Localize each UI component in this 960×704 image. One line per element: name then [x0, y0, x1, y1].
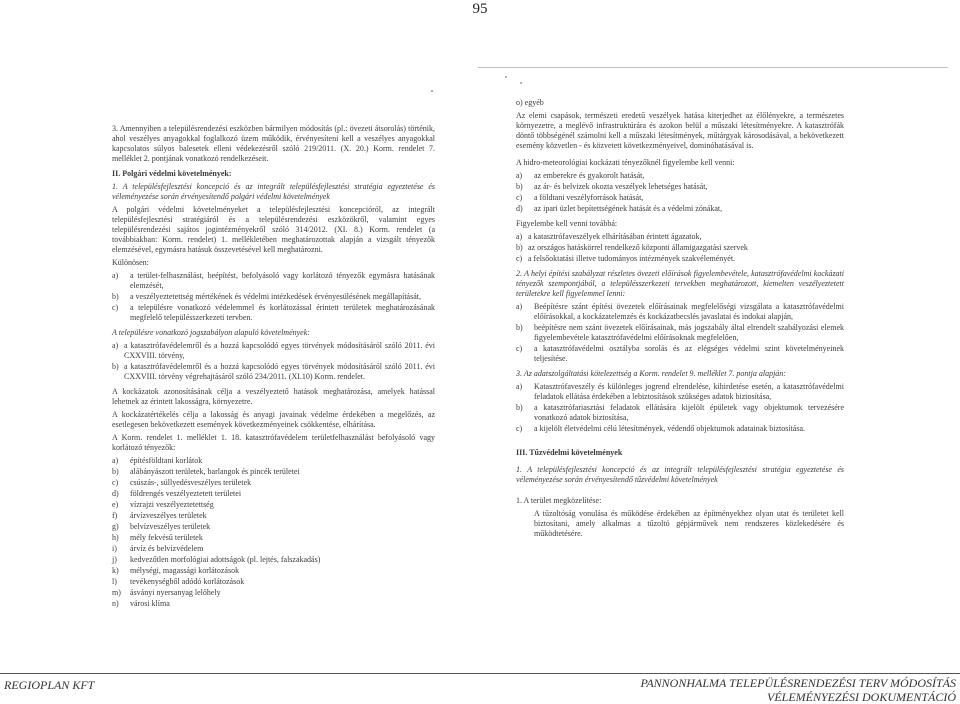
paragraph-fire-requirements-title: 1. A településfejlesztési koncepció és az integrált településfejlesztési stratégia egyeztetése és véleményezése során érvényesítendő tűzvédelmi követelmények [516, 465, 844, 484]
item-o-egyeb: o) egyéb [516, 98, 544, 107]
list-also [516, 232, 844, 264]
list-item: d) az ipari üzlet bepítettségének hatását és a védelmi zónákat, [516, 204, 723, 213]
list-item: e) vízrajzi veszélyeztetettség [112, 500, 214, 509]
heading-civil-protection: II. Polgári védelmi követelmények: [112, 169, 232, 178]
list-item: c) a településre vonatkozó védelemmel és korlátozással érintett területek meghatározásának megfelelő településszerkezeti tervben. [112, 303, 435, 322]
list-factors [112, 456, 435, 609]
list-item: j) kedvezőtlen morfológiai adottságok (pl. lejtés, falszakadás) [112, 555, 321, 564]
list-laws [112, 341, 435, 382]
list-item: a) építésföldtani korlátok [112, 456, 203, 465]
heading-fire-protection: III. Tűzvédelmi követelmények [516, 448, 623, 457]
list-item: f) árvízveszélyes területek [112, 511, 207, 520]
list-item: l) tevékenységből adódó korlátozások [112, 577, 245, 586]
paragraph-risk-identification: A kockázatok azonosításának célja a veszélyeztető hatások meghatározása, amelyek hatással lehetnek az érintett lakosságra, környezetre. [112, 387, 435, 406]
list-item: c) csúszás-, süllyedésveszélyes területek [112, 478, 252, 487]
list-item: a) Beépítésre szánt építési övezetek előírásainak megfelelőségi vizsgálata a katasztrófavédelmi előírásokkal, a kockázatelemzés és kockázatbecslés javaslatai és indokai alapján, [516, 302, 844, 321]
list-hydro [516, 171, 844, 214]
scan-speck [505, 76, 507, 78]
paragraph-hydro-meteo: A hidro-meteorológiai kockázati tényezőknél figyelembe kell venni: [516, 158, 735, 167]
label-kulonosen: Különösen: [112, 258, 149, 267]
paragraph-local-building-rules: 2. A helyi építési szabályzat részletes övezeti előírások figyelembevétele, katasztrófavédelmi kockázati tényezők szempontjából, a településszerkezeti tervekben meghatározott, kiemelten veszélyeztetett területekre kell figyelemmel lenni: [516, 269, 844, 298]
list-data [516, 382, 844, 434]
list-item: n) városi klíma [112, 599, 170, 608]
list-item: c) a kijelölt életvédelmi célú létesítmények, védendő objektumok adatainak biztosítása. [516, 424, 806, 433]
page-number: 95 [472, 1, 488, 17]
list-item: a) a katasztrófaveszélyek elhárításában érintett ágazatok, [516, 232, 702, 241]
footer-divider [0, 673, 960, 674]
scan-speck [520, 82, 522, 84]
list-analysis [112, 271, 435, 323]
paragraph-also-consider: Figyelembe kell venni továbbá: [516, 219, 618, 228]
list-item: m) ásványi nyersanyag lelőhely [112, 588, 221, 597]
list-item: a) Katasztrófaveszély és különleges jogrend elrendelése, kihirdetése esetén, a katasztrófavédelmi feladatok ellátása érdekében a lebiztosítások szükséges adatok biztosítása, [516, 382, 844, 401]
footer-company: REGIOPLAN KFT [4, 678, 95, 692]
list-item: b) a katasztrófariasztási feladatok ellátására kijelölt épületek vagy objektumok tervezésére vonatkozó adatok biztosítása, [516, 403, 844, 422]
paragraph-regulation-factors: A Korm. rendelet 1. melléklet 1. 18. katasztrófavédelem területfelhasználást befolyásoló vagy korlátozó tényezők: [112, 433, 435, 452]
list-item: g) belvízveszélyes területek [112, 522, 211, 531]
footer-document-title [641, 676, 956, 704]
list-item: b) alábányászott területek, barlangok és pincék területei [112, 467, 300, 476]
list-item: d) földrengés veszélyeztetett területei [112, 489, 242, 498]
paragraph-general: A polgári védelmi követelményeket a településfejlesztési koncepcióról, az integrált településfejlesztési stratégiáról és a településrendezési eszközökről, valamint egyes településrendezési sajátos jogintézményekről szóló 314/2012. (XI. 8.) Korm. rendelet (a továbbiakban: Korm. rendelet) 1. mellékletében meghatározottak alapján a vizsgált tényezők elemzésével, egymásra hatásuk összevetésével kell meghatározni. [112, 205, 435, 254]
list-item: b) beépítésre nem szánt övezetek előírásainak, más jogszabály által elrendelt szabályozási elemek figyelembevétele katasztrófavédelmi előírásoknak megfelelően, [516, 323, 844, 342]
footer-title-line1: PANNONHALMA TELEPÜLÉSRENDEZÉSI TERV MÓDOSÍTÁS [640, 676, 956, 690]
list-item: i) árvíz és belvízvédelem [112, 544, 204, 553]
list-item: b) az országos hatáskörrel rendelkező központi államigazgatási szervek [516, 243, 748, 252]
paragraph-area-access-text: A tűzoltóság vonulása és működése érdekében az építményekhez olyan utat és területet kell biztosítani, amely alkalmas a tűzoltó gépjárművek nem rendszeres közlekedésére és működtetésére. [534, 509, 844, 538]
paragraph-natural-hazards: Az elemi csapások, természeti eredetű veszélyek hatása kiterjedhet az élőlényekre, a természetes környezetre, a meglévő infrastruktúrára és azokon belül a műszaki létesítményekre. A katasztrófák döntő többségénél számolni kell a műszaki létesítmények, műtárgyak károsodásával, a bekövetkezett esemény közvetlen - és közvetett következményeivel, dominóhatásával is. [516, 111, 844, 150]
list-item: b) a veszélyeztetettség mértékének és védelmi intézkedések érvényesülésének megállapítását, [112, 292, 421, 301]
list-item: b) az ár- és belvizek okozta veszélyek lehetséges hatását, [516, 182, 708, 191]
paragraph-data-obligation: 3. Az adatszolgáltatási kötelezettség a Korm. rendelet 9. melléklet 7. pontja alapján: [516, 369, 786, 378]
right-column [516, 98, 844, 542]
list-zoning [516, 302, 844, 364]
list-item: k) mélységi, magassági korlátozások [112, 566, 240, 575]
scan-edge-line [478, 67, 948, 68]
scan-speck [431, 90, 433, 92]
list-item: h) mély fekvésű területek [112, 533, 203, 542]
list-item: c) a felsőoktatási illetve tudományos intézmények szakvéleményét. [516, 254, 736, 263]
list-item: a) az emberekre és gyakorolt hatását, [516, 171, 645, 180]
list-item: b) a katasztrófavédelemről és a hozzá kapcsolódó egyes törvények módosításáról szóló 2011. évi CXXVIII. törvény végrehajtásáról szóló 234/2011. (XI.10) Korm. rendelet. [112, 362, 435, 381]
paragraph-risk-assessment: A kockázatértékelés célja a lakosság és anyagi javainak védelme érdekében a megelőzés, az esetlegesen bekövetkezett események következményeinek csökkentése, elhárítása. [112, 410, 435, 429]
list-item: a) a terület-felhasználást, beépítést, befolyásoló vagy korlátozó tényezők egymásra hatásának elemzését, [112, 271, 435, 290]
paragraph-civil-requirements-title: 1. A településfejlesztési koncepció és az integrált településfejlesztési stratégia egyeztetése és véleményezése során érvényesítendő polgári védelmi követelmények [112, 182, 435, 201]
footer-title-line2: VÉLEMÉNYEZÉSI DOKUMENTÁCIÓ [767, 690, 956, 704]
list-item: a) a katasztrófavédelemről és a hozzá kapcsolódó egyes törvények módosításáról szóló 2011. évi CXXVIII. törvény, [112, 341, 435, 360]
paragraph-area-access: 1. A terület megközelítése: [516, 496, 602, 505]
paragraph-legal-requirements: A településre vonatkozó jogszabályon alapuló követelmények: [112, 328, 310, 337]
list-item: c) a földtani veszélyforrások hatását, [516, 193, 644, 202]
intro-paragraph: 3. Amennyiben a településrendezési eszközben bármilyen módosítás (pl.: övezeti átsorolás) történik, ahol veszélyes anyagokkal foglalkozó üzem működik, érvényesíteni kell a veszélyes anyagokkal kapcsolatos súlyos balesetek elleni védekezésről szóló 219/2011. (X. 20.) Korm. rendelet 7. melléklet 2. pontjának vonatkozó rendelkezéseit. [112, 124, 435, 163]
list-item: c) a katasztrófavédelmi osztályba sorolás és az elégséges védelmi szint követelményeinek teljesítése. [516, 344, 844, 363]
left-column [112, 124, 435, 610]
